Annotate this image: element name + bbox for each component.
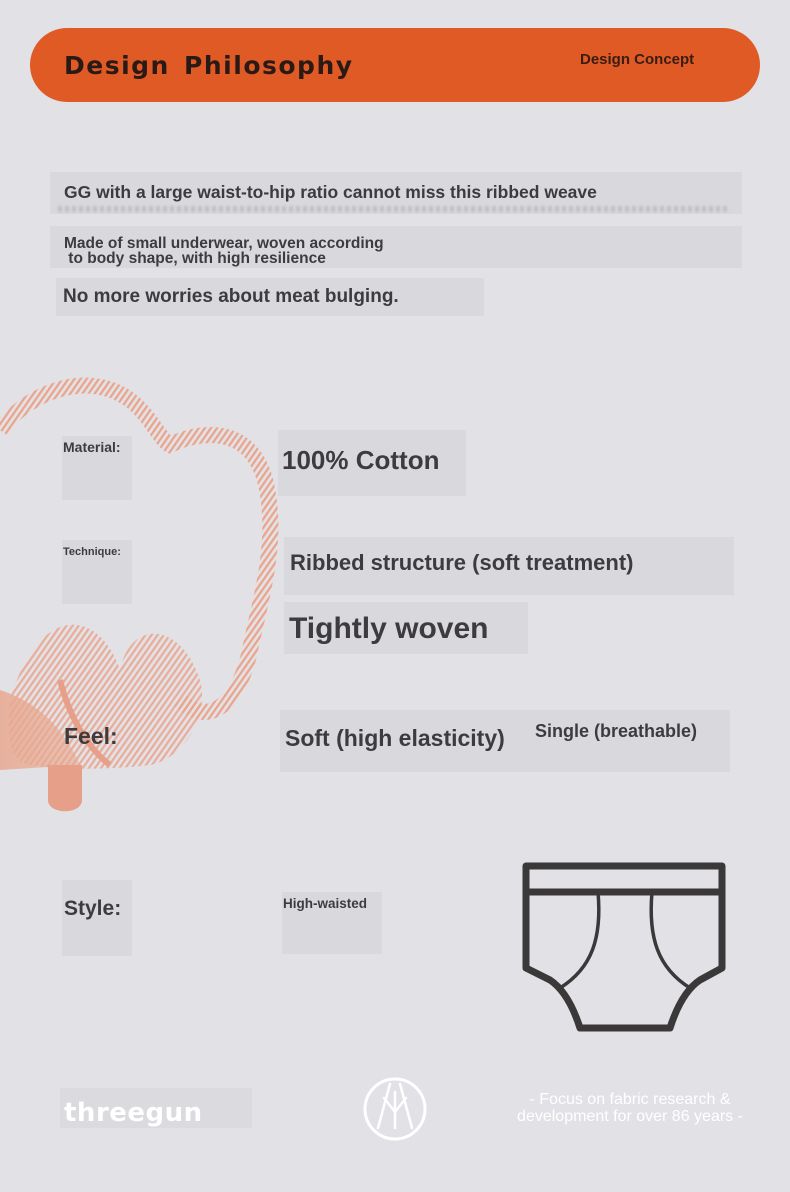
material-label: Material: [63, 439, 121, 455]
footer-brand: threegun [64, 1098, 203, 1128]
feel-value2: Single (breathable) [535, 721, 698, 741]
floral-decoration [0, 370, 300, 820]
footer-slogan-line2: development for over 86 years - [517, 1108, 743, 1125]
intro-line2b: to body shape, with high resilience [64, 250, 326, 267]
threegun-logo-icon [362, 1076, 428, 1142]
style-label: Style: [64, 897, 122, 920]
page-subtitle: Design Concept [580, 51, 695, 68]
intro-line3: No more worries about meat bulging. [63, 286, 399, 307]
feel-label: Feel: [64, 723, 118, 749]
footer-slogan [490, 1091, 770, 1125]
intro-blur [58, 206, 730, 212]
material-value: 100% Cotton [282, 445, 440, 475]
technique-label: Technique: [63, 546, 121, 558]
intro-line1: GG with a large waist-to-hip ratio cannot miss this ribbed weave [64, 182, 597, 202]
style-value: High-waisted [283, 896, 368, 911]
feel-value1: Soft (high elasticity) [285, 725, 505, 751]
technique-value2: Tightly woven [289, 612, 489, 645]
footer-slogan-line1: - Focus on fabric research & [529, 1091, 731, 1108]
brief-underwear-icon [518, 858, 732, 1038]
intro-line2a: Made of small underwear, woven according [64, 235, 384, 252]
page-title: Design Philosophy [64, 51, 354, 80]
technique-value1: Ribbed structure (soft treatment) [290, 550, 634, 575]
